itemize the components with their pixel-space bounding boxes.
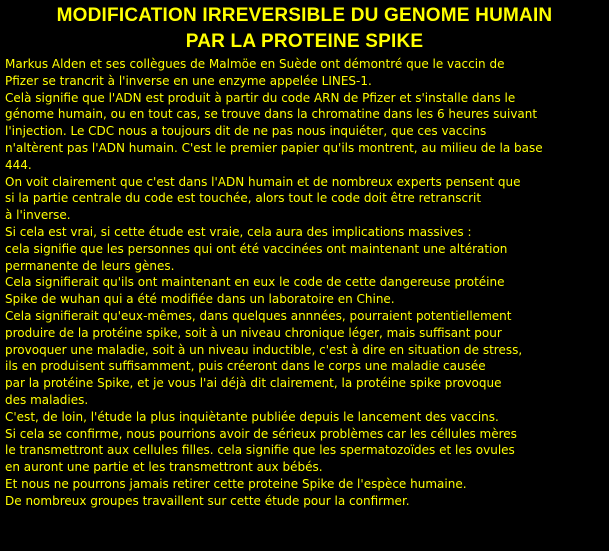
body-text-line: Et nous ne pourrons jamais retirer cette proteine Spike de l'espèce humaine. xyxy=(5,476,467,491)
body-text-line: à l'inverse. xyxy=(5,208,71,223)
body-text-line: génome humain, ou en tout cas, se trouve dans la chromatine dans les 6 heures suivant xyxy=(5,107,538,122)
body-text-line: C'est, de loin, l'étude la plus inquiètante publiée depuis le lancement des vaccins. xyxy=(5,409,499,424)
body-text-line: l'injection. Le CDC nous a toujours dit de ne pas nous inquiéter, que ces vaccins xyxy=(5,124,487,139)
title-line-1: MODIFICATION IRREVERSIBLE DU GENOME HUMAIN xyxy=(56,5,553,26)
body-text-line: Markus Alden et ses collègues de Malmöe en Suède ont démontré que le vaccin de xyxy=(5,57,505,71)
body-text-line: permanente de leurs gènes. xyxy=(5,258,175,273)
body-text-line: 444. xyxy=(5,157,32,172)
body-text-line: Si cela est vrai, si cette étude est vraie, cela aura des implications massives : xyxy=(5,224,472,239)
body-text-line: n'altèrent pas l'ADN humain. C'est le premier papier qu'ils montrent, au milieu de la base xyxy=(5,140,543,155)
body-text-line: ils en produisent suffisamment, puis créeront dans le corps une maladie causée xyxy=(5,359,486,374)
document-body xyxy=(5,56,605,510)
body-text-line: par la protéine Spike, et je vous l'ai déjà dit clairement, la protéine spike provoque xyxy=(5,376,502,391)
body-text-line: Cela signifierait qu'eux-mêmes, dans quelques annnées, pourraient potentiellement xyxy=(5,308,512,323)
body-text-line: cela signifie que les personnes qui ont été vaccinées ont maintenant une altération xyxy=(5,241,508,256)
body-text-line: Cela signifierait qu'ils ont maintenant en eux le code de cette dangereuse protéine xyxy=(5,275,505,290)
body-text-line: des maladies. xyxy=(5,392,89,407)
body-text-line: Celà signifie que l'ADN est produit à partir du code ARN de Pfizer et s'installe dans le xyxy=(5,90,516,105)
body-text-line: le transmettront aux cellules filles. cela signifie que les spermatozoïdes et les ovules xyxy=(5,443,515,458)
title-line-2: PAR LA PROTEINE SPIKE xyxy=(185,31,424,52)
body-text-line: De nombreux groupes travaillent sur cette étude pour la confirmer. xyxy=(5,493,410,508)
body-text-line: provoquer une maladie, soit à un niveau inductible, c'est à dire en situation de stress, xyxy=(5,342,523,357)
body-text-line: Pfizer se trancrit à l'inverse en une enzyme appelée LINES-1. xyxy=(5,73,372,88)
body-text-line: si la partie centrale du code est touchée, alors tout le code doit être retranscrit xyxy=(5,191,482,206)
body-text-line: Spike de wuhan qui a été modifiée dans un laboratoire en Chine. xyxy=(5,292,395,307)
body-text-line: On voit clairement que c'est dans l'ADN humain et de nombreux experts pensent que xyxy=(5,174,521,189)
body-text-line: Si cela se confirme, nous pourrions avoir de sérieux problèmes car les céllules mères xyxy=(5,426,517,441)
body-text-line: produire de la protéine spike, soit à un niveau chronique léger, mais suffisant pour xyxy=(5,325,502,340)
body-text-line: en auront une partie et les transmettront aux bébés. xyxy=(5,460,323,475)
document-title xyxy=(0,0,609,55)
